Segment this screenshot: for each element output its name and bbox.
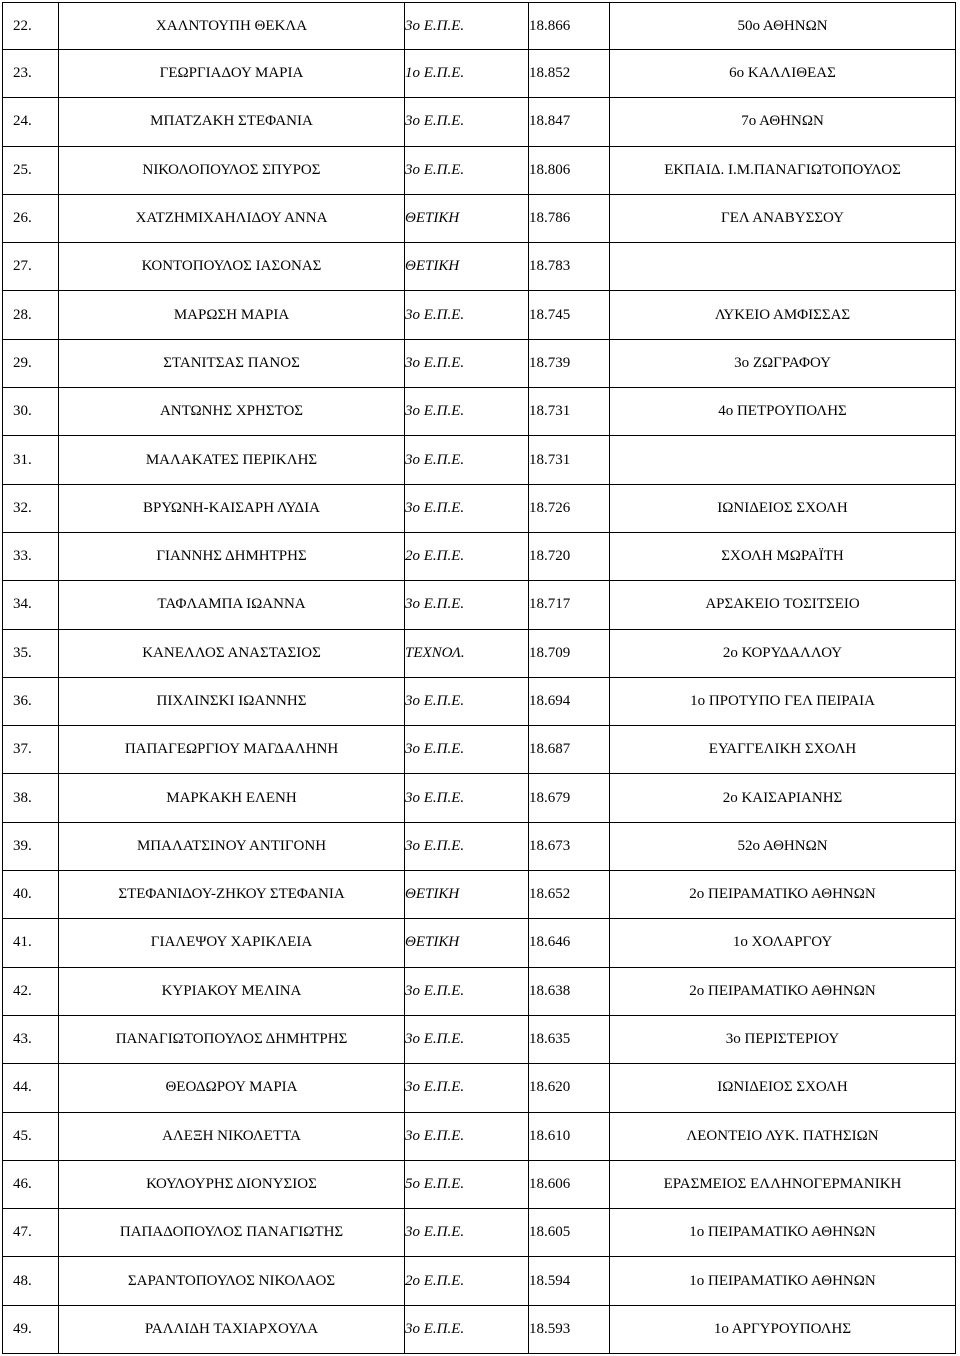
track-cell: ΤΕΧΝΟΛ. bbox=[405, 629, 529, 677]
rank-cell: 29. bbox=[3, 339, 59, 387]
score-cell: 18.673 bbox=[529, 822, 610, 870]
school-cell bbox=[610, 243, 956, 291]
table-row bbox=[3, 677, 956, 725]
track-cell: 3ο Ε.Π.Ε. bbox=[405, 436, 529, 484]
school-cell: 1ο ΠΕΙΡΑΜΑΤΙΚΟ ΑΘΗΝΩΝ bbox=[610, 1209, 956, 1257]
name-cell: ΣΤΕΦΑΝΙΔΟΥ-ΖΗΚΟΥ ΣΤΕΦΑΝΙΑ bbox=[59, 871, 405, 919]
track-cell: 3ο Ε.Π.Ε. bbox=[405, 484, 529, 532]
rank-cell: 49. bbox=[3, 1305, 59, 1353]
track-cell: 3ο Ε.Π.Ε. bbox=[405, 822, 529, 870]
rank-cell: 31. bbox=[3, 436, 59, 484]
school-cell: 1ο ΑΡΓΥΡΟΥΠΟΛΗΣ bbox=[610, 1305, 956, 1353]
school-cell: ΛΥΚΕΙΟ ΑΜΦΙΣΣΑΣ bbox=[610, 291, 956, 339]
score-cell: 18.652 bbox=[529, 871, 610, 919]
track-cell: 5ο Ε.Π.Ε. bbox=[405, 1160, 529, 1208]
table-row bbox=[3, 3, 956, 50]
name-cell: ΤΑΦΛΑΜΠΑ ΙΩΑΝΝΑ bbox=[59, 581, 405, 629]
rank-cell: 41. bbox=[3, 919, 59, 967]
table-row bbox=[3, 339, 956, 387]
track-cell: 3ο Ε.Π.Ε. bbox=[405, 146, 529, 194]
table-row bbox=[3, 146, 956, 194]
table-row bbox=[3, 919, 956, 967]
name-cell: ΧΑΤΖΗΜΙΧΑΗΛΙΔΟΥ ΑΝΝΑ bbox=[59, 194, 405, 242]
school-cell: ΑΡΣΑΚΕΙΟ ΤΟΣΙΤΣΕΙΟ bbox=[610, 581, 956, 629]
score-cell: 18.783 bbox=[529, 243, 610, 291]
school-cell bbox=[610, 436, 956, 484]
name-cell: ΒΡΥΩΝΗ-ΚΑΙΣΑΡΗ ΛΥΔΙΑ bbox=[59, 484, 405, 532]
table-row bbox=[3, 1015, 956, 1063]
school-cell: 3ο ΖΩΓΡΑΦΟΥ bbox=[610, 339, 956, 387]
school-cell: 6ο ΚΑΛΛΙΘΕΑΣ bbox=[610, 50, 956, 98]
school-cell: 1ο ΧΟΛΑΡΓΟΥ bbox=[610, 919, 956, 967]
score-cell: 18.847 bbox=[529, 98, 610, 146]
rank-cell: 28. bbox=[3, 291, 59, 339]
score-cell: 18.786 bbox=[529, 194, 610, 242]
table-row bbox=[3, 822, 956, 870]
school-cell: 2ο ΚΟΡΥΔΑΛΛΟΥ bbox=[610, 629, 956, 677]
track-cell: ΘΕΤΙΚΗ bbox=[405, 871, 529, 919]
table-row bbox=[3, 774, 956, 822]
rank-cell: 27. bbox=[3, 243, 59, 291]
rank-cell: 33. bbox=[3, 532, 59, 580]
table-row bbox=[3, 629, 956, 677]
table-row bbox=[3, 1209, 956, 1257]
score-cell: 18.852 bbox=[529, 50, 610, 98]
name-cell: ΜΠΑΛΑΤΣΙΝΟΥ ΑΝΤΙΓΟΝΗ bbox=[59, 822, 405, 870]
school-cell: ΕΡΑΣΜΕΙΟΣ ΕΛΛΗΝΟΓΕΡΜΑΝΙΚΗ bbox=[610, 1160, 956, 1208]
track-cell: 3ο Ε.Π.Ε. bbox=[405, 1209, 529, 1257]
rank-cell: 23. bbox=[3, 50, 59, 98]
name-cell: ΜΑΡΩΣΗ ΜΑΡΙΑ bbox=[59, 291, 405, 339]
score-cell: 18.726 bbox=[529, 484, 610, 532]
table-row bbox=[3, 50, 956, 98]
track-cell: 3ο Ε.Π.Ε. bbox=[405, 1305, 529, 1353]
score-cell: 18.610 bbox=[529, 1112, 610, 1160]
name-cell: ΜΑΡΚΑΚΗ ΕΛΕΝΗ bbox=[59, 774, 405, 822]
track-cell: 3ο Ε.Π.Ε. bbox=[405, 1015, 529, 1063]
score-cell: 18.739 bbox=[529, 339, 610, 387]
track-cell: ΘΕΤΙΚΗ bbox=[405, 919, 529, 967]
track-cell: 3ο Ε.Π.Ε. bbox=[405, 1112, 529, 1160]
rank-cell: 43. bbox=[3, 1015, 59, 1063]
school-cell: ΓΕΛ ΑΝΑΒΥΣΣΟΥ bbox=[610, 194, 956, 242]
rank-cell: 44. bbox=[3, 1064, 59, 1112]
rank-cell: 22. bbox=[3, 3, 59, 50]
score-cell: 18.594 bbox=[529, 1257, 610, 1305]
table-row bbox=[3, 436, 956, 484]
name-cell: ΚΟΝΤΟΠΟΥΛΟΣ ΙΑΣΟΝΑΣ bbox=[59, 243, 405, 291]
track-cell: 3ο Ε.Π.Ε. bbox=[405, 98, 529, 146]
table-row bbox=[3, 484, 956, 532]
school-cell: 7ο ΑΘΗΝΩΝ bbox=[610, 98, 956, 146]
name-cell: ΘΕΟΔΩΡΟΥ ΜΑΡΙΑ bbox=[59, 1064, 405, 1112]
track-cell: 3ο Ε.Π.Ε. bbox=[405, 1064, 529, 1112]
school-cell: ΕΚΠΑΙΔ. Ι.Μ.ΠΑΝΑΓΙΩΤΟΠΟΥΛΟΣ bbox=[610, 146, 956, 194]
name-cell: ΣΤΑΝΙΤΣΑΣ ΠΑΝΟΣ bbox=[59, 339, 405, 387]
table-row bbox=[3, 1064, 956, 1112]
rank-cell: 24. bbox=[3, 98, 59, 146]
table-row bbox=[3, 532, 956, 580]
score-cell: 18.620 bbox=[529, 1064, 610, 1112]
rank-cell: 46. bbox=[3, 1160, 59, 1208]
score-cell: 18.687 bbox=[529, 726, 610, 774]
track-cell: 3ο Ε.Π.Ε. bbox=[405, 339, 529, 387]
name-cell: ΝΙΚΟΛΟΠΟΥΛΟΣ ΣΠΥΡΟΣ bbox=[59, 146, 405, 194]
name-cell: ΜΑΛΑΚΑΤΕΣ ΠΕΡΙΚΛΗΣ bbox=[59, 436, 405, 484]
score-cell: 18.731 bbox=[529, 388, 610, 436]
school-cell: ΕΥΑΓΓΕΛΙΚΗ ΣΧΟΛΗ bbox=[610, 726, 956, 774]
name-cell: ΚΥΡΙΑΚΟΥ ΜΕΛΙΝΑ bbox=[59, 967, 405, 1015]
name-cell: ΣΑΡΑΝΤΟΠΟΥΛΟΣ ΝΙΚΟΛΑΟΣ bbox=[59, 1257, 405, 1305]
rank-cell: 34. bbox=[3, 581, 59, 629]
name-cell: ΡΑΛΛΙΔΗ ΤΑΧΙΑΡΧΟΥΛΑ bbox=[59, 1305, 405, 1353]
score-cell: 18.679 bbox=[529, 774, 610, 822]
score-cell: 18.720 bbox=[529, 532, 610, 580]
score-cell: 18.646 bbox=[529, 919, 610, 967]
score-cell: 18.605 bbox=[529, 1209, 610, 1257]
name-cell: ΜΠΑΤΖΑΚΗ ΣΤΕΦΑΝΙΑ bbox=[59, 98, 405, 146]
rank-cell: 48. bbox=[3, 1257, 59, 1305]
name-cell: ΚΑΝΕΛΛΟΣ ΑΝΑΣΤΑΣΙΟΣ bbox=[59, 629, 405, 677]
score-cell: 18.745 bbox=[529, 291, 610, 339]
school-cell: 2ο ΠΕΙΡΑΜΑΤΙΚΟ ΑΘΗΝΩΝ bbox=[610, 871, 956, 919]
name-cell: ΠΑΝΑΓΙΩΤΟΠΟΥΛΟΣ ΔΗΜΗΤΡΗΣ bbox=[59, 1015, 405, 1063]
score-cell: 18.806 bbox=[529, 146, 610, 194]
table-row bbox=[3, 291, 956, 339]
rank-cell: 47. bbox=[3, 1209, 59, 1257]
school-cell: 52ο ΑΘΗΝΩΝ bbox=[610, 822, 956, 870]
track-cell: 2ο Ε.Π.Ε. bbox=[405, 532, 529, 580]
score-cell: 18.593 bbox=[529, 1305, 610, 1353]
table-row bbox=[3, 1305, 956, 1353]
results-table bbox=[2, 2, 956, 1354]
table-row bbox=[3, 1257, 956, 1305]
name-cell: ΠΑΠΑΔΟΠΟΥΛΟΣ ΠΑΝΑΓΙΩΤΗΣ bbox=[59, 1209, 405, 1257]
rank-cell: 30. bbox=[3, 388, 59, 436]
school-cell: 3ο ΠΕΡΙΣΤΕΡΙΟΥ bbox=[610, 1015, 956, 1063]
table-row bbox=[3, 581, 956, 629]
rank-cell: 45. bbox=[3, 1112, 59, 1160]
name-cell: ΠΙΧΛΙΝΣΚΙ ΙΩΑΝΝΗΣ bbox=[59, 677, 405, 725]
school-cell: ΛΕΟΝΤΕΙΟ ΛΥΚ. ΠΑΤΗΣΙΩΝ bbox=[610, 1112, 956, 1160]
score-cell: 18.709 bbox=[529, 629, 610, 677]
rank-cell: 32. bbox=[3, 484, 59, 532]
track-cell: 3ο Ε.Π.Ε. bbox=[405, 388, 529, 436]
school-cell: 1ο ΠΡΟΤΥΠΟ ΓΕΛ ΠΕΙΡΑΙΑ bbox=[610, 677, 956, 725]
school-cell: ΣΧΟΛΗ ΜΩΡΑΪΤΗ bbox=[610, 532, 956, 580]
name-cell: ΓΙΑΛΕΨΟΥ ΧΑΡΙΚΛΕΙΑ bbox=[59, 919, 405, 967]
table-row bbox=[3, 194, 956, 242]
table-row bbox=[3, 726, 956, 774]
results-body bbox=[3, 3, 956, 1354]
track-cell: 3ο Ε.Π.Ε. bbox=[405, 581, 529, 629]
score-cell: 18.731 bbox=[529, 436, 610, 484]
track-cell: 2ο Ε.Π.Ε. bbox=[405, 1257, 529, 1305]
school-cell: 2ο ΚΑΙΣΑΡΙΑΝΗΣ bbox=[610, 774, 956, 822]
table-row bbox=[3, 388, 956, 436]
track-cell: 3ο Ε.Π.Ε. bbox=[405, 677, 529, 725]
score-cell: 18.694 bbox=[529, 677, 610, 725]
school-cell: ΙΩΝΙΔΕΙΟΣ ΣΧΟΛΗ bbox=[610, 484, 956, 532]
rank-cell: 39. bbox=[3, 822, 59, 870]
rank-cell: 42. bbox=[3, 967, 59, 1015]
track-cell: 3ο Ε.Π.Ε. bbox=[405, 726, 529, 774]
track-cell: 3ο Ε.Π.Ε. bbox=[405, 291, 529, 339]
name-cell: ΑΛΕΞΗ ΝΙΚΟΛΕΤΤΑ bbox=[59, 1112, 405, 1160]
rank-cell: 38. bbox=[3, 774, 59, 822]
rank-cell: 36. bbox=[3, 677, 59, 725]
track-cell: 3ο Ε.Π.Ε. bbox=[405, 3, 529, 50]
table-row bbox=[3, 1112, 956, 1160]
rank-cell: 26. bbox=[3, 194, 59, 242]
rank-cell: 25. bbox=[3, 146, 59, 194]
track-cell: 1ο Ε.Π.Ε. bbox=[405, 50, 529, 98]
table-row bbox=[3, 871, 956, 919]
table-row bbox=[3, 243, 956, 291]
track-cell: 3ο Ε.Π.Ε. bbox=[405, 967, 529, 1015]
track-cell: ΘΕΤΙΚΗ bbox=[405, 243, 529, 291]
rank-cell: 37. bbox=[3, 726, 59, 774]
school-cell: 50ο ΑΘΗΝΩΝ bbox=[610, 3, 956, 50]
school-cell: 4ο ΠΕΤΡΟΥΠΟΛΗΣ bbox=[610, 388, 956, 436]
school-cell: 2ο ΠΕΙΡΑΜΑΤΙΚΟ ΑΘΗΝΩΝ bbox=[610, 967, 956, 1015]
rank-cell: 35. bbox=[3, 629, 59, 677]
school-cell: ΙΩΝΙΔΕΙΟΣ ΣΧΟΛΗ bbox=[610, 1064, 956, 1112]
score-cell: 18.635 bbox=[529, 1015, 610, 1063]
name-cell: ΓΕΩΡΓΙΑΔΟΥ ΜΑΡΙΑ bbox=[59, 50, 405, 98]
score-cell: 18.606 bbox=[529, 1160, 610, 1208]
school-cell: 1ο ΠΕΙΡΑΜΑΤΙΚΟ ΑΘΗΝΩΝ bbox=[610, 1257, 956, 1305]
score-cell: 18.866 bbox=[529, 3, 610, 50]
table-row bbox=[3, 98, 956, 146]
rank-cell: 40. bbox=[3, 871, 59, 919]
table-row bbox=[3, 967, 956, 1015]
track-cell: 3ο Ε.Π.Ε. bbox=[405, 774, 529, 822]
score-cell: 18.638 bbox=[529, 967, 610, 1015]
name-cell: ΧΑΛΝΤΟΥΠΗ ΘΕΚΛΑ bbox=[59, 3, 405, 50]
name-cell: ΓΙΑΝΝΗΣ ΔΗΜΗΤΡΗΣ bbox=[59, 532, 405, 580]
score-cell: 18.717 bbox=[529, 581, 610, 629]
track-cell: ΘΕΤΙΚΗ bbox=[405, 194, 529, 242]
name-cell: ΠΑΠΑΓΕΩΡΓΙΟΥ ΜΑΓΔΑΛΗΝΗ bbox=[59, 726, 405, 774]
name-cell: ΑΝΤΩΝΗΣ ΧΡΗΣΤΟΣ bbox=[59, 388, 405, 436]
name-cell: ΚΟΥΛΟΥΡΗΣ ΔΙΟΝΥΣΙΟΣ bbox=[59, 1160, 405, 1208]
table-row bbox=[3, 1160, 956, 1208]
